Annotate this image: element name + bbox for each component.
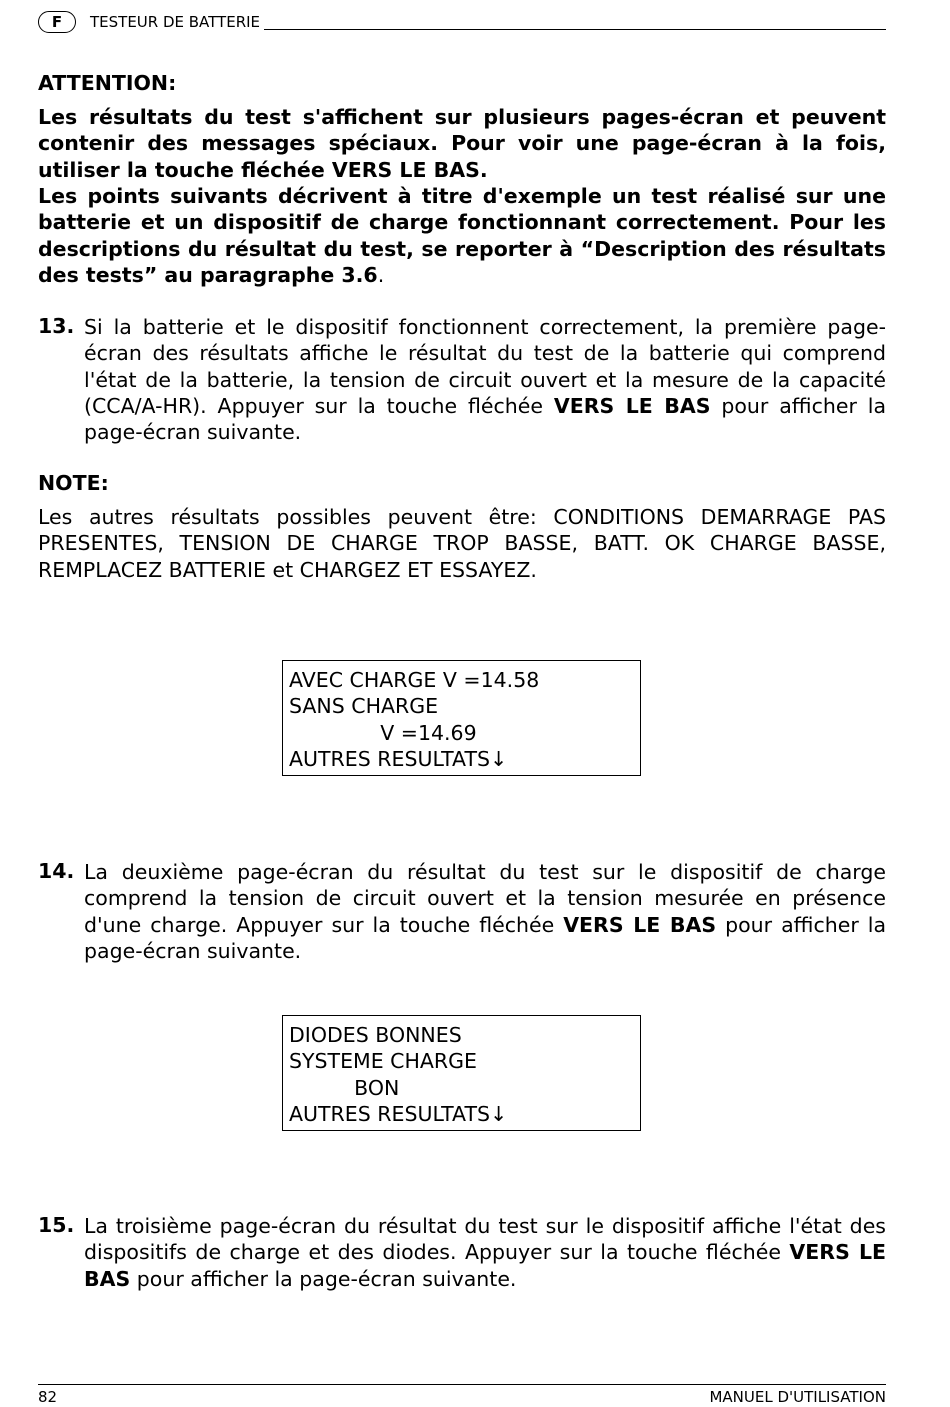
- step-13-text-before: Si la batterie et le dispositif fonctionnent correctement, la première page-écran des résultats affiche le résultat du test de la batterie qui comprend l'état de la batterie, la tension de circuit ouvert et la mesure de la capacité (CCA/A-HR). Appuyer sur la touche fléchée: [84, 315, 886, 418]
- arrow-down-icon: ↓: [490, 1101, 508, 1126]
- step-15-text-after: pour afficher la page-écran suivante.: [130, 1266, 517, 1291]
- step-number-14: 14.: [38, 859, 75, 883]
- step-15-text-before: La troisième page-écran du résultat du test sur le dispositif affiche l'état des dispositifs de charge et des diodes. Appuyer sur la touche fléchée: [84, 1214, 886, 1265]
- step-15-bold: VERS LE BAS: [84, 1240, 887, 1291]
- screen-1-line-3: V =14.69: [289, 720, 477, 745]
- footer-title: MANUEL D'UTILISATION: [709, 1388, 886, 1406]
- step-14-bold: VERS LE BAS: [563, 912, 717, 937]
- display-screen-1: [282, 660, 641, 776]
- step-text-13: [84, 314, 886, 445]
- step-text-15: [84, 1213, 886, 1292]
- step-13-bold: VERS LE BAS: [553, 393, 711, 418]
- arrow-down-icon: ↓: [490, 746, 508, 771]
- screen-2-line-4: [289, 1101, 640, 1127]
- step-number-15: 15.: [38, 1213, 75, 1237]
- language-badge: F: [38, 11, 76, 33]
- step-13-text-after: pour afficher la page-écran suivante.: [84, 393, 887, 445]
- footer-rule: [38, 1384, 886, 1385]
- step-14-text-before: La deuxième page-écran du résultat du test sur le dispositif de charge comprend la tension de circuit ouvert et la tension mesurée en présence d'une charge. Appuyer sur la touche fléchée: [84, 860, 886, 937]
- screen-1-line-4-text: AUTRES RESULTATS: [289, 746, 490, 771]
- attention-paragraph-2-text: Les points suivants décrivent à titre d'exemple un test réalisé sur une batterie et un dispositif de charge fonctionnant correctement. Pour les descriptions du résultat du test, se reporter à “Description des résultats des tests” au paragraphe 3.6: [38, 184, 886, 287]
- note-heading: NOTE:: [38, 471, 109, 495]
- screen-1-line-2: SANS CHARGE: [289, 694, 439, 719]
- header-rule: [264, 29, 886, 30]
- screen-2-line-4-text: AUTRES RESULTATS: [289, 1101, 490, 1126]
- step-number-13: 13.: [38, 314, 75, 338]
- screen-2-line-2: SYSTEME CHARGE: [289, 1049, 478, 1074]
- header-title: TESTEUR DE BATTERIE: [90, 13, 261, 31]
- screen-1-line-4: [289, 746, 640, 772]
- screen-2-line-1: DIODES BONNES: [289, 1023, 462, 1047]
- attention-paragraph-1: Les résultats du test s'affichent sur plusieurs pages-écran et peuvent contenir des messages spéciaux. Pour voir une page-écran à la fois, utiliser la touche fléchée VERS LE BAS.: [38, 105, 886, 182]
- screen-2-line-3: BON: [289, 1075, 400, 1100]
- display-screen-2: [282, 1015, 641, 1131]
- step-text-14: [84, 859, 886, 964]
- attention-paragraph-2-end: .: [377, 262, 385, 287]
- page-number: 82: [38, 1388, 58, 1406]
- attention-paragraph-2: [38, 183, 886, 288]
- note-text: Les autres résultats possibles peuvent être: CONDITIONS DEMARRAGE PAS PRESENTES, TENSION DE CHARGE TROP BASSE, BATT. OK CHARGE BASSE, REMPLACEZ BATTERIE et CHARGEZ ET ESSAYEZ.: [38, 505, 886, 582]
- step-14-text-after: pour afficher la page-écran suivante.: [84, 912, 887, 963]
- screen-1-line-1: AVEC CHARGE V =14.58: [289, 668, 540, 692]
- attention-heading: ATTENTION:: [38, 71, 177, 95]
